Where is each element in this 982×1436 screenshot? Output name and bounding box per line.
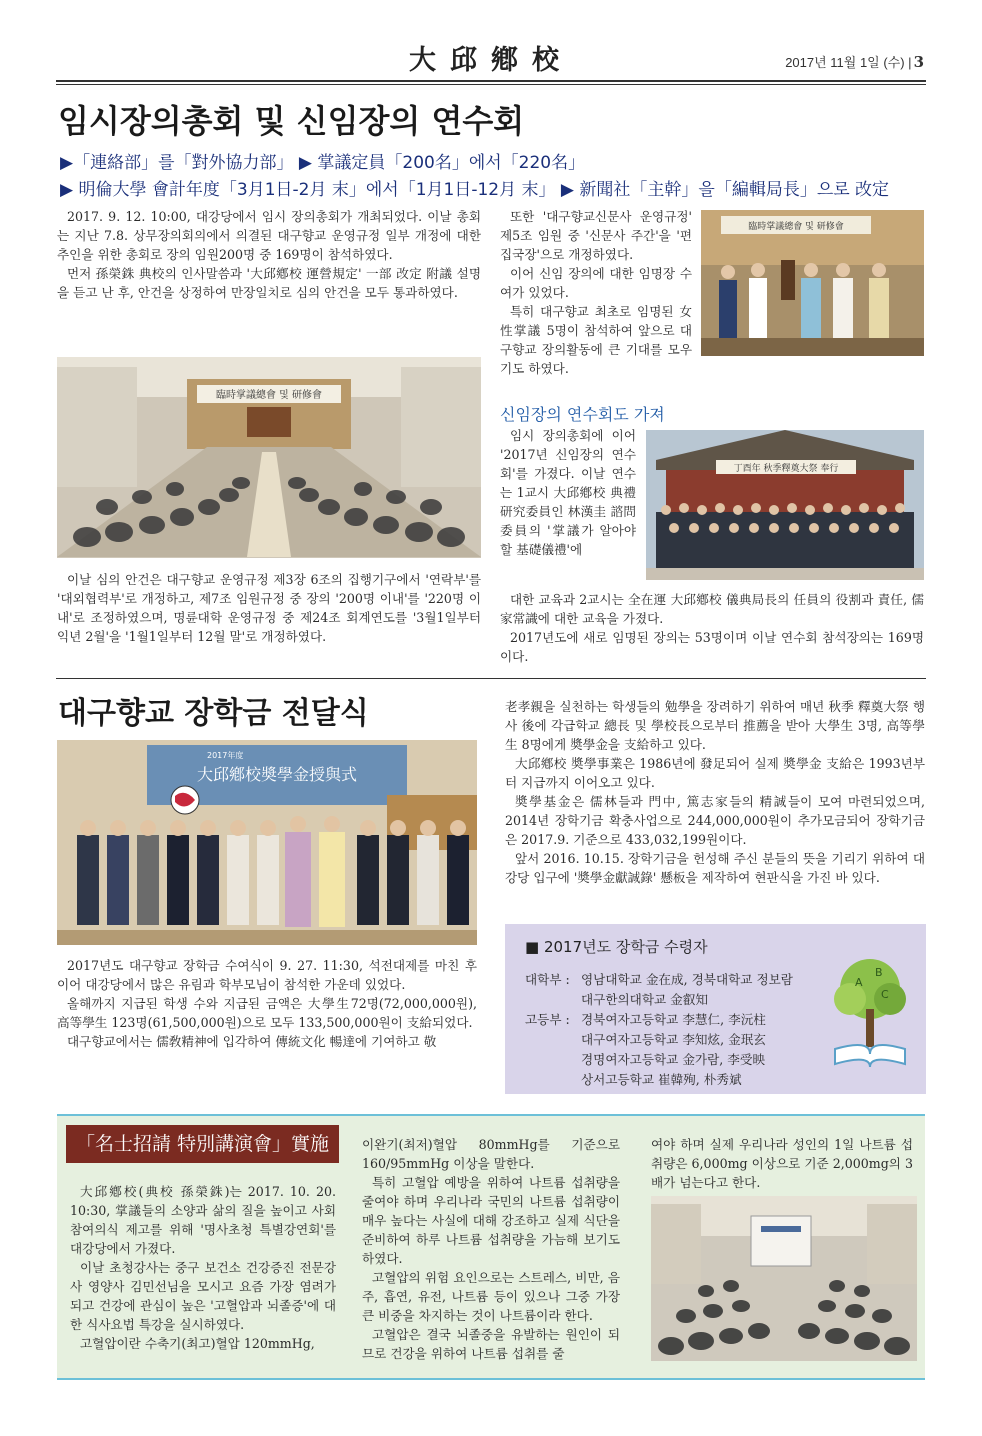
article1-right-bottom-narrow bbox=[500, 426, 636, 559]
paragraph: 또한 '대구향교신문사 운영규정' 제5조 임원 중 '신문사 주간'을 '편집국장'으로 개정하였다. bbox=[500, 209, 692, 262]
assembly-hall-photo bbox=[57, 357, 481, 558]
lecture-hall-photo bbox=[651, 1196, 917, 1361]
article3-col1 bbox=[70, 1182, 336, 1353]
ceremony-banner: 大邱鄕校奬學金授與式 bbox=[196, 765, 358, 784]
paragraph: 올해까지 지급된 학생 수와 지급된 금액은 大學生72명(72,000,000원), 高等學生 123명(61,500,000원)으로 모두 133,500,000원이 支給되었다. bbox=[57, 996, 477, 1030]
article3-col3 bbox=[651, 1135, 913, 1192]
recipient-line: 경명여자고등학교 金가람, 李受映 bbox=[581, 1052, 766, 1067]
paragraph: 老孝親을 실천하는 학생들의 勉學을 장려하기 위하여 매년 秋季 釋奠大祭 행사 後에 각급학교 總長 및 學校長으로부터 推薦을 받아 大學生 3명, 高等學生 8명에게 奬學金을 支給하고 있다. bbox=[505, 699, 925, 752]
scholarship-recipients-box bbox=[505, 924, 926, 1094]
lecture-badge: 「名士招請 特別講演會」實施 bbox=[66, 1125, 339, 1163]
recipient-line: 대구한의대학교 金叡知 bbox=[581, 992, 708, 1007]
paragraph: 2017년도에 새로 임명된 장의는 53명이며 이날 연수회 참석장의는 169명이다. bbox=[500, 630, 924, 664]
issue-date: 2017년 11월 1일 (수) | bbox=[785, 55, 912, 70]
lecture-hall-illustration bbox=[651, 1196, 917, 1361]
event-banner: 丁酉年 秋季釋奠大祭 奉行 bbox=[733, 464, 839, 474]
paragraph: 먼저 孫榮銖 典校의 인사말씀과 '大邱鄕校 運營規定' 一部 改定 附議 설명을 듣고 난 후, 안건을 상정하여 만장일치로 심의 안건을 모두 통과하였다. bbox=[57, 266, 481, 300]
paragraph: 고혈압이란 수축기(최고)혈압 120mmHg, bbox=[80, 1336, 315, 1351]
paragraph: 앞서 2016. 10.15. 장학기금을 헌성해 주신 분들의 뜻을 기리기 위하여 대강당 입구에 '奬學金獻誠錄' 懸板을 제작하여 현판식을 가진 바 있다. bbox=[505, 851, 925, 885]
paragraph: 大邱鄕校 奬學事業은 1986년에 發足되어 실제 奬學金 支給은 1993년부터 지급까지 이어오고 있다. bbox=[505, 756, 925, 790]
recipient-group-highschool bbox=[525, 1010, 825, 1090]
paragraph: 이어 신임 장의에 대한 임명장 수여가 있었다. bbox=[500, 266, 692, 300]
tree-letter-b: B bbox=[875, 966, 883, 979]
article2-headline: 대구향교 장학금 전달식 bbox=[58, 696, 369, 731]
paragraph: 여야 하며 실제 우리나라 성인의 1일 나트륨 섭취량은 6,000mg 이상으로 기준 2,000mg의 3배가 넘는다고 한다. bbox=[651, 1137, 913, 1190]
paragraph: 고혈압의 위험 요인으로는 스트레스, 비만, 음주, 흡연, 유전, 나트륨 등이 있으나 그중 가장 큰 비중을 차지하는 것이 나트륨이라 한다. bbox=[362, 1270, 620, 1323]
paragraph: 임시 장의총회에 이어 '2017년 신임장의 연수회'를 가졌다. 이날 연수는 1교시 大邱鄕校 典禮研究委員인 林漢圭 諮問委員의 '掌議가 알아야 할 基礎儀禮'에 bbox=[500, 428, 636, 557]
paragraph: 대구향교에서는 儒敎精神에 입각하여 傳統文化 暢達에 기여하고 敬 bbox=[67, 1034, 437, 1049]
paragraph: 특히 대구향교 최초로 임명된 女性掌議 5명이 참석하여 앞으로 대구향교 장의활동에 큰 기대를 모우기도 하였다. bbox=[500, 304, 692, 376]
tree-book-icon bbox=[825, 954, 915, 1074]
article1-subhead: 신임장의 연수회도 가져 bbox=[500, 405, 665, 424]
assembly-hall-illustration bbox=[57, 357, 481, 558]
recipient-line: 상서고등학교 崔韓殉, 朴秀斌 bbox=[581, 1072, 742, 1087]
page-number: 3 bbox=[913, 53, 924, 71]
group-photo-shrine bbox=[646, 430, 924, 580]
scholarship-ceremony-illustration bbox=[57, 740, 477, 945]
article1-right-top bbox=[500, 207, 692, 378]
paragraph: 奬學基金은 儒林들과 門中, 篤志家들의 精誠들이 모여 마련되었으며, 2014년 장학기금 확충사업으로 244,000,000원이 추가모금되어 장학기금은 2017.9. 기준으로 433,032,199원이다. bbox=[505, 794, 925, 847]
group-label: 대학부 : bbox=[525, 972, 570, 987]
article1-subline-2: ▶ 明倫大學 會計年度「3月1日-2月 末」에서「1月1日-12月 末」 ▶ 新聞社「主幹」을「編輯局長」으로 改定 bbox=[60, 180, 890, 200]
recipients-list bbox=[525, 970, 825, 1090]
recipients-box-title: ■ 2017년도 장학금 수령자 bbox=[525, 938, 708, 956]
paragraph: 2017. 9. 12. 10:00, 대강당에서 임시 장의총회가 개최되었다. 이날 총회는 지난 7.8. 상무장의회의에서 의결된 대구향교 운영규정 일부 개정에 대한 추인을 위한 총회로 장의 임원200명 중 169명이 참석하였다. bbox=[57, 209, 481, 262]
stage-banner: 臨時掌議總會 및 研修會 bbox=[215, 390, 323, 401]
paragraph: 2017년도 대구향교 장학금 수여식이 9. 27. 11:30, 석전대제를 마친 후 이어 대강당에서 많은 유림과 학부모님이 참석한 가운데 있었다. bbox=[57, 958, 477, 992]
female-leaders-illustration bbox=[701, 210, 924, 356]
header-rule bbox=[56, 80, 926, 85]
masthead: 大邱鄕校 bbox=[409, 45, 573, 76]
article2-left bbox=[57, 956, 477, 1051]
paragraph: 고혈압은 결국 뇌졸중을 유발하는 원인이 되므로 건강을 위하여 나트륨 섭취를 줄 bbox=[362, 1327, 620, 1361]
article2-right bbox=[505, 697, 925, 887]
recipient-group-university bbox=[525, 970, 825, 1010]
tree-letter-c: C bbox=[881, 988, 889, 1001]
section-divider bbox=[56, 678, 926, 679]
paragraph: 이날 심의 안건은 대구향교 운영규정 제3장 6조의 집행기구에서 '연락부'를 '대외협력부'로 개정하고, 제7조 임원규정 중 장의 '200명 이내'를 '220명 이내'로 조정하였으며, 명륜대학 운영규정 중 제24조 회계연도를 '3월1일부터 익년 2월'을 '1월1일부터 12월 말'로 개정하였다. bbox=[57, 572, 481, 644]
banner-year: 2017年度 bbox=[207, 751, 244, 760]
scholarship-ceremony-photo bbox=[57, 740, 477, 945]
article1-headline: 임시장의총회 및 신임장의 연수회 bbox=[58, 102, 525, 140]
article1-left-top bbox=[57, 207, 481, 302]
article1-subline-1: ▶「連絡部」를「對外協力部」 ▶ 掌議定員「200名」에서「220名」 bbox=[60, 153, 586, 173]
article3-col2 bbox=[362, 1135, 620, 1363]
recipient-line: 대구여자고등학교 李知炫, 金珉玄 bbox=[581, 1032, 766, 1047]
dateline bbox=[785, 52, 924, 71]
recipient-line: 영남대학교 金在成, 경북대학교 정보람 bbox=[581, 972, 793, 987]
group-label: 고등부 : bbox=[525, 1012, 570, 1027]
stage-banner: 臨時掌議總會 및 研修會 bbox=[748, 222, 844, 232]
article1-left-bottom bbox=[57, 570, 481, 646]
tree-letter-a: A bbox=[855, 976, 863, 989]
paragraph: 이완기(최저)혈압 80mmHg를 기준으로 160/95mmHg 이상을 말한다. bbox=[362, 1137, 620, 1171]
female-leaders-photo bbox=[701, 210, 924, 356]
article1-right-bottom-wide bbox=[500, 590, 924, 666]
paragraph: 大邱鄕校(典校 孫榮銖)는 2017. 10. 20. 10:30, 掌議들의 소양과 삶의 질을 높이고 사회 참여의식 제고를 위해 '명사초청 특별강연회'를 대강당에서 가졌다. bbox=[70, 1184, 336, 1256]
group-photo-illustration bbox=[646, 430, 924, 580]
paragraph: 특히 고혈압 예방을 위하여 나트륨 섭취량을 줄여야 하며 우리나라 국민의 나트륨 섭취량이 매우 높다는 사실에 대해 강조하고 실제 식단을 준비하여 하루 나트륨 섭취량을 가늠해 보기도 하였다. bbox=[362, 1175, 620, 1266]
paragraph: 이날 초청강사는 중구 보건소 건강증진 전문강사 영양사 김민선님을 모시고 요즘 가장 염려가 되고 건강에 관심이 높은 '고혈압과 뇌졸증'에 대한 식사요법 특강을 실시하였다. bbox=[70, 1260, 336, 1332]
recipient-line: 경북여자고등학교 李慧仁, 李沅柱 bbox=[581, 1012, 766, 1027]
paragraph: 대한 교육과 2교시는 全在運 大邱鄕校 儀典局長의 任員의 役割과 責任, 儒家常識에 대한 교육을 가졌다. bbox=[500, 592, 924, 626]
